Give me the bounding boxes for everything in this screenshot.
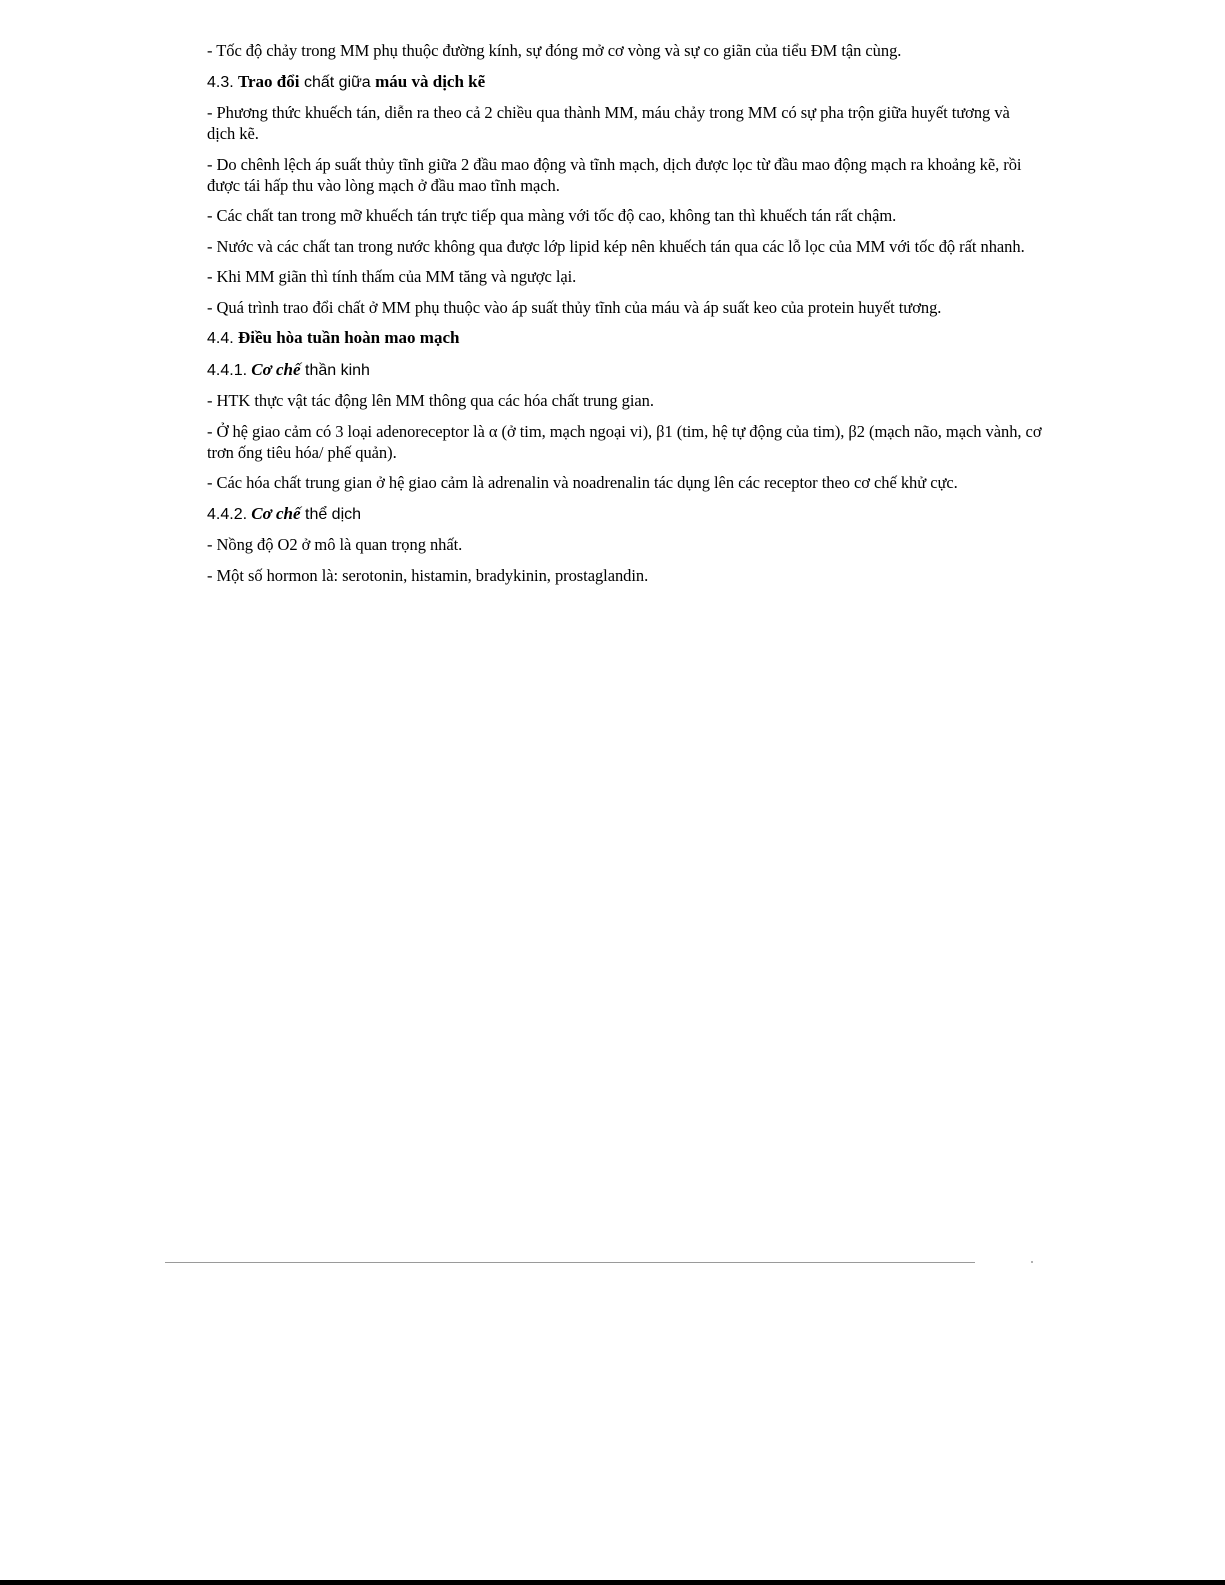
heading-4-4 <box>207 327 1042 349</box>
paragraph-lipid-soluble: - Các chất tan trong mỡ khuếch tán trực tiếp qua màng với tốc độ cao, không tan thì khuếch tán rất chậm. <box>207 206 897 225</box>
heading-title-part: chất giữa <box>299 73 376 91</box>
paragraph-pressure: - Do chênh lệch áp suất thủy tĩnh giữa 2 đầu mao động và tĩnh mạch, dịch được lọc từ đầu mao động mạch ra khoảng kẽ, rồi được tái hấp thu vào lòng mạch ở đầu mao tĩnh mạch. <box>207 154 1022 195</box>
footer-mark <box>1031 1261 1033 1263</box>
paragraph-hormones: - Một số hormon là: serotonin, histamin, bradykinin, prostaglandin. <box>207 565 649 585</box>
heading-number: 4.3. <box>207 73 234 91</box>
heading-title-part: thần kinh <box>300 361 370 379</box>
document-page <box>207 40 1042 595</box>
paragraph-oxygen: - Nồng độ O2 ở mô là quan trọng nhất. <box>207 535 463 554</box>
paragraph-diffusion: - Phương thức khuếch tán, diễn ra theo cả 2 chiều qua thành MM, máu chảy trong MM có sự pha trộn giữa huyết tương và dịch kẽ. <box>207 103 1010 143</box>
heading-title-part: Trao đổi <box>237 71 300 91</box>
heading-title: Điều hòa tuần hoàn mao mạch <box>237 328 460 347</box>
paragraph-dilation: - Khi MM giãn thì tính thấm của MM tăng và ngược lại. <box>207 267 577 286</box>
footer-divider <box>165 1262 975 1263</box>
heading-title-part: Cơ chế <box>251 359 301 379</box>
heading-4-4-2 <box>207 503 1042 525</box>
heading-number: 4.4.1. <box>207 361 248 379</box>
page-bottom-edge <box>0 1580 1225 1585</box>
paragraph-mediators: - Các hóa chất trung gian ở hệ giao cảm là adrenalin và noadrenalin tác dụng lên các receptor theo cơ chế khử cực. <box>207 473 958 492</box>
heading-number: 4.4.2. <box>207 505 248 523</box>
paragraph-exchange: - Quá trình trao đổi chất ở MM phụ thuộc vào áp suất thủy tĩnh của máu và áp suất keo của protein huyết tương. <box>207 297 942 317</box>
heading-4-4-1 <box>207 359 1042 381</box>
heading-title-part: Cơ chế <box>251 503 301 523</box>
paragraph-receptor: - Ở hệ giao cảm có 3 loại adenoreceptor là α (ở tim, mạch ngoại vi), β1 (tim, hệ tự động của tim), β2 (mạch não, mạch vành, cơ trơn ống tiêu hóa/ phế quản). <box>207 421 1042 462</box>
paragraph-flow-speed: - Tốc độ chảy trong MM phụ thuộc đường kính, sự đóng mở cơ vòng và sự co giãn của tiểu ĐM tận cùng. <box>207 41 902 60</box>
heading-number: 4.4. <box>207 330 234 347</box>
heading-title-part: thể dịch <box>300 505 362 523</box>
paragraph-water-soluble: - Nước và các chất tan trong nước không qua được lớp lipid kép nên khuếch tán qua các lỗ lọc của MM với tốc độ rất nhanh. <box>207 236 1025 256</box>
paragraph-htk: - HTK thực vật tác động lên MM thông qua các hóa chất trung gian. <box>207 391 654 410</box>
heading-4-3 <box>207 71 1042 93</box>
heading-title-part: máu và dịch kẽ <box>375 71 486 91</box>
